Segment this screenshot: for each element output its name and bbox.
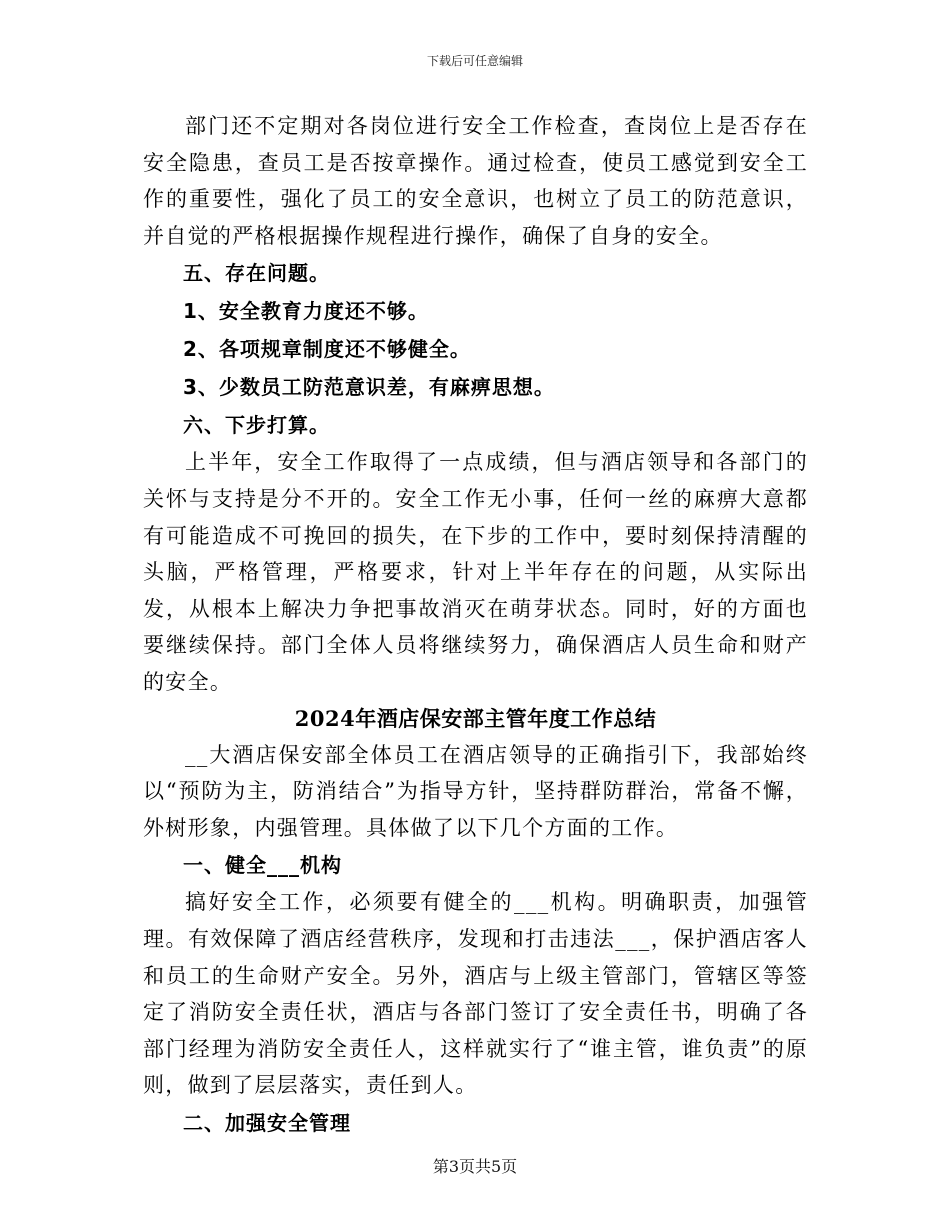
header-note: 下载后可任意编辑 bbox=[426, 54, 523, 68]
problem-item-1: 1、安全教育力度还不够。 bbox=[183, 299, 429, 324]
problem-item-2: 2、各项规章制度还不够健全。 bbox=[183, 337, 471, 362]
paragraph-intro: __大酒店保安部全体员工在酒店领导的正确指引下，我部始终以“预防为主，防消结合”为指导方针，坚持群防群治，常备不懈，外树形象，内强管理。具体做了以下几个方面的工作。 bbox=[143, 742, 808, 840]
paragraph-inspection: 部门还不定期对各岗位进行安全工作检查，查岗位上是否存在安全隐患，查员工是否按章操作。通过检查，使员工感觉到安全工作的重要性，强化了员工的安全意识，也树立了员工的防范意识，并自觉的严格根据操作规程进行操作，确保了自身的安全。 bbox=[143, 114, 808, 248]
paragraph-next-plan: 上半年，安全工作取得了一点成绩，但与酒店领导和各部门的关怀与支持是分不开的。安全工作无小事，任何一丝的麻痹大意都有可能造成不可挽回的损失，在下步的工作中，要时刻保持清醒的头脑，严格管理，严格要求，针对上半年存在的问题，从实际出发，从根本上解决力争把事故消灭在萌芽状态。同时，好的方面也要继续保持。部门全体人员将继续努力，确保酒店人员生命和财产的安全。 bbox=[143, 450, 808, 694]
heading-existing-problems: 五、存在问题。 bbox=[183, 261, 330, 286]
paragraph-organization: 搞好安全工作，必须要有健全的___机构。明确职责，加强管理。有效保障了酒店经营秩序，发现和打击违法___，保护酒店客人和员工的生命财产安全。另外，酒店与上级主管部门，管辖区等签定了消防安全责任状，酒店与各部门签订了安全责任书，明确了各部门经理为消防安全责任人，这样就实行了“谁主管，谁负责”的原则，做到了层层落实，责任到人。 bbox=[143, 890, 808, 1098]
heading-next-plan: 六、下步打算。 bbox=[183, 413, 330, 438]
page-number: 第3页共5页 bbox=[432, 1157, 518, 1176]
document-title: 2024年酒店保安部主管年度工作总结 bbox=[294, 705, 657, 731]
heading-safety-management: 二、加强安全管理 bbox=[183, 1110, 351, 1135]
document-body bbox=[143, 108, 808, 1142]
heading-organization: 一、健全___机构 bbox=[183, 853, 342, 878]
problem-item-3: 3、少数员工防范意识差，有麻痹思想。 bbox=[183, 375, 555, 400]
